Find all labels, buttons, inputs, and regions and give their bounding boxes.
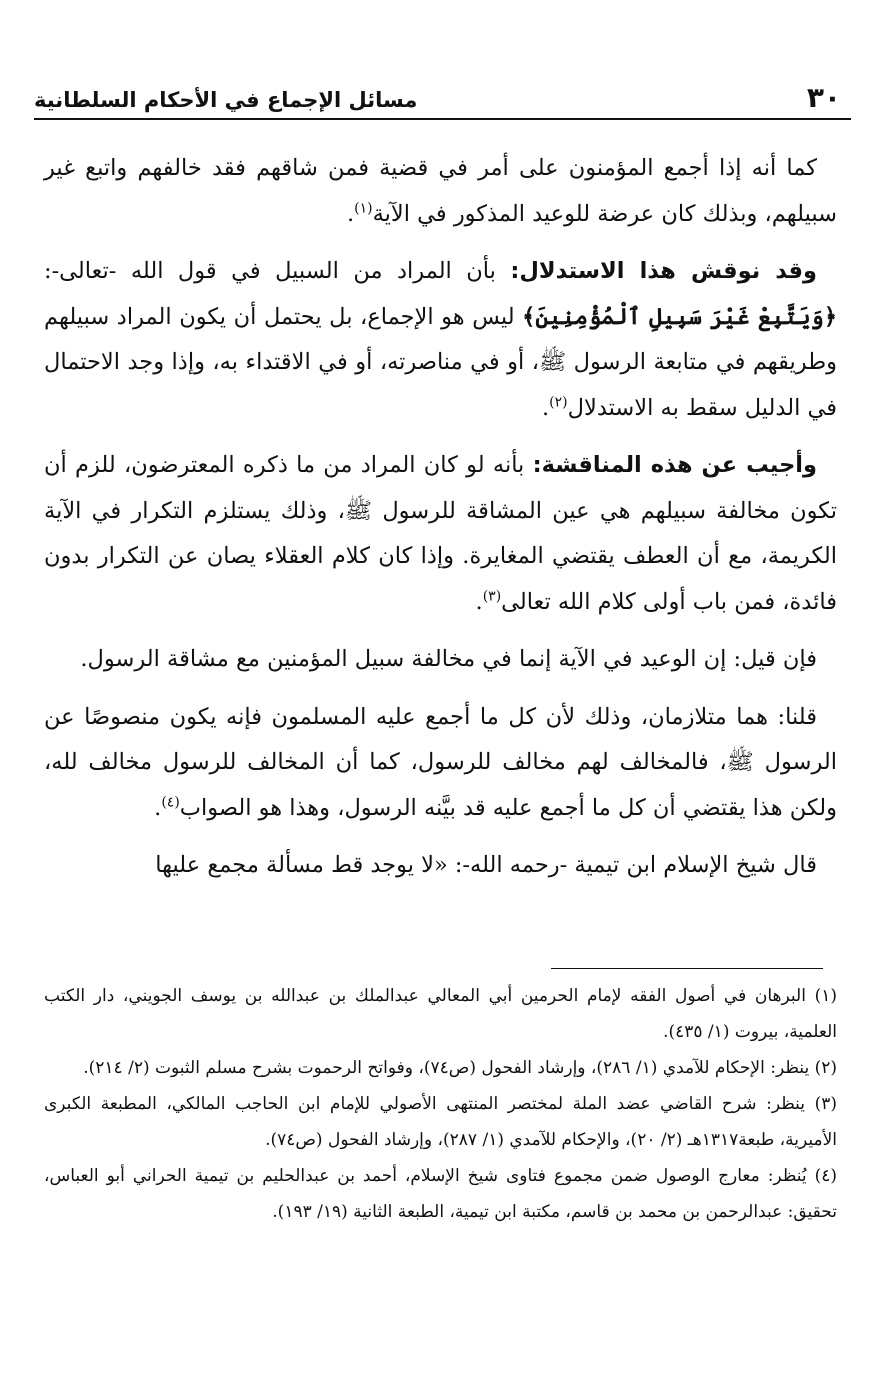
- footnote-ref-3: (٣): [482, 588, 502, 604]
- paragraph-3: [44, 443, 837, 625]
- paragraph-1: [44, 146, 837, 237]
- footnote-separator: [551, 968, 823, 969]
- quran-verse: ﴿وَيَتَّبِعْ غَيْرَ سَبِيلِ ٱلْمُؤْمِنِينَ﴾: [522, 303, 837, 330]
- paragraph-5-end: .: [154, 794, 162, 821]
- paragraph-5: [44, 695, 837, 832]
- paragraph-2-end: .: [542, 394, 550, 421]
- page-header: [34, 70, 851, 120]
- footnote-ref-2: (٢): [549, 394, 568, 410]
- paragraph-2-text-b: ليس هو الإجماع، بل يحتمل أن يكون المراد سبيلهم وطريقهم في متابعة الرسول ﷺ، أو في مناصرته، أو في الاقتداء به، وإذا وجد الاحتمال في الدليل سقط به الاستدلال: [44, 303, 837, 421]
- paragraph-3-end: .: [475, 588, 483, 615]
- paragraph-3-text: بأنه لو كان المراد من ما ذكره المعترضون، للزم أن تكون مخالفة سبيلهم هي عين المشاقة للرسول ﷺ، وذلك يستلزم التكرار في الآية الكريمة، مع أن العطف يقتضي المغايرة. وإذا كان كلام العقلاء يصان عن التكرار بدون فائدة، فمن باب أولى كلام الله تعالى: [44, 452, 837, 615]
- footnotes: [44, 978, 837, 1230]
- paragraph-6: قال شيخ الإسلام ابن تيمية -رحمه الله-: «لا يوجد قط مسألة مجمع عليها: [155, 852, 817, 878]
- paragraph-2: [44, 249, 837, 431]
- response-lead: وأجيب عن هذه المناقشة:: [532, 452, 817, 478]
- paragraph-4: فإن قيل: إن الوعيد في الآية إنما في مخالفة سبيل المؤمنين مع مشاقة الرسول.: [80, 646, 817, 672]
- main-text: [44, 146, 837, 901]
- page-number: ٣٠: [806, 81, 841, 114]
- footnote-1: (١) البرهان في أصول الفقه لإمام الحرمين أبي المعالي عبدالملك بن عبدالله بن يوسف الجويني، دار الكتب العلمية، بيروت (١/ ٤٣٥).: [44, 986, 837, 1042]
- paragraph-2-text-a: بأن المراد من السبيل في قول الله -تعالى-:: [44, 258, 511, 284]
- footnote-2: (٢) ينظر: الإحكام للآمدي (١/ ٢٨٦)، وإرشاد الفحول (ص٧٤)، وفواتح الرحموت بشرح مسلم الثبوت (٢/ ٢١٤).: [83, 1058, 837, 1078]
- footnote-ref-4: (٤): [161, 794, 180, 810]
- paragraph-5-text: قلنا: هما متلازمان، وذلك لأن كل ما أجمع عليه المسلمون فإنه يكون منصوصًا عن الرسول ﷺ، فالمخالف لهم مخالف للرسول، كما أن المخالف للرسول مخالف لله، ولكن هذا يقتضي أن كل ما أجمع عليه قد بيَّنه الرسول، وهذا هو الصواب: [44, 703, 837, 821]
- objection-lead: وقد نوقش هذا الاستدلال:: [510, 258, 818, 284]
- footnote-3: (٣) ينظر: شرح القاضي عضد الملة لمختصر المنتهى الأصولي للإمام ابن الحاجب المالكي، المطبعة الكبرى الأميرية، طبعة١٣١٧هـ (٢/ ٢٠)، والإحكام للآمدي (١/ ٢٨٧)، وإرشاد الفحول (ص٧٤).: [44, 1094, 837, 1150]
- footnote-4: (٤) يُنظر: معارج الوصول ضمن مجموع فتاوى شيخ الإسلام، أحمد بن عبدالحليم بن تيمية الحراني أبو العباس، تحقيق: عبدالرحمن بن محمد بن قاسم، مكتبة ابن تيمية، الطبعة الثانية (١٩/ ١٩٣).: [44, 1166, 837, 1222]
- paragraph-1-end: .: [346, 200, 355, 227]
- running-title: مسائل الإجماع في الأحكام السلطانية: [34, 88, 418, 112]
- footnote-ref-1: (١): [354, 200, 373, 216]
- paragraph-1-text: كما أنه إذا أجمع المؤمنون على أمر في قضية فمن شاقهم فقد خالفهم واتبع غير سبيلهم، وبذلك كان عرضة للوعيد المذكور في الآية: [44, 155, 837, 227]
